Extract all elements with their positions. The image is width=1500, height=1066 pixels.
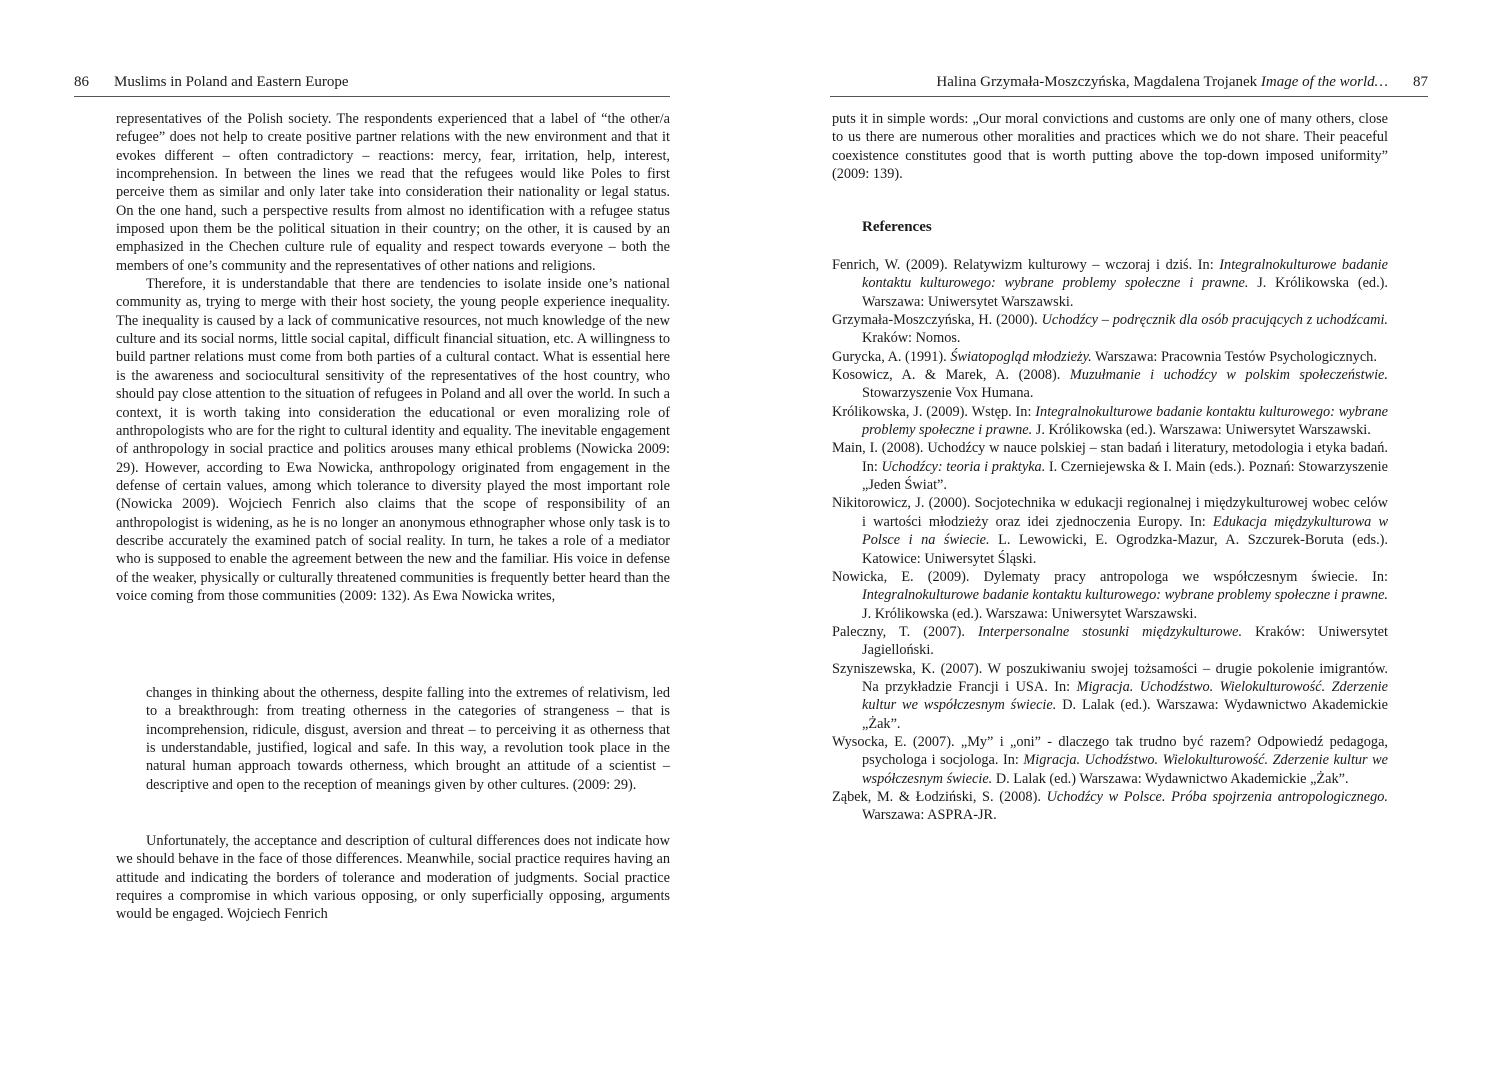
left-running-header: [74, 72, 670, 97]
reference-post: Stowarzyszenie Vox Humana.: [862, 385, 1034, 402]
reference-it: Uchodźcy – podręcznik dla osób pracujących z uchodźcami.: [1041, 312, 1389, 329]
reference-pre: Fenrich, W. (2009). Relatywizm kulturowy – wczoraj i dziś. In:: [832, 257, 1220, 273]
reference-pre: Królikowska, J. (2009). Wstęp. In:: [832, 403, 1036, 420]
reference-entry: [832, 366, 1388, 403]
reference-post: Kraków: Nomos.: [862, 330, 961, 347]
reference-it: Migracja. Uchodźstwo. Wielokulturowość. Zderzenie kultur we współczesnym świecie.: [862, 752, 1389, 787]
reference-entry: [832, 256, 1388, 311]
paragraph: Therefore, it is understandable that there are tendencies to isolate inside one’s national community as, trying to merge with their host society, the young people experience inequality. The inequality is caused by a lack of communicative resources, not much knowledge of the new culture and its social norms, little social capital, difficult financial situation, etc. A willingness to build partner relations must come from both parties of a cultural contact. What is essential here is the awareness and sociocultural sensitivity of the representatives of the host country, who should pay close attention to the situation of refugees in Poland and all over the world. In such a context, it is worth taking into consideration the educational or even moralizing role of anthropologists who are for the right to cultural identity and equality. The inevitable engagement of anthropology in social practice and politics arouses many ethical problems (Nowicka 2009: 29). However, according to Ewa Nowicka, anthropology originated from engagement in the defense of certain values, among which tolerance to diversity played the most important role (Nowicka 2009). Wojciech Fenrich also claims that the scope of responsibility of an anthropologist is widening, as he is no longer an anonymous ethnographer whose only task is to describe accurately the examined patch of social reality. In turn, he takes a role of a mediator who is supposed to enable the agreement between the new and the familiar. His voice in defense of the weaker, physically or culturally threatened communities is frequently better heard than the voice coming from those communities (2009: 132). As Ewa Nowicka writes,: [116, 276, 670, 604]
reference-pre: Grzymała-Moszczyńska, H. (2000).: [832, 312, 1042, 329]
right-page: [750, 0, 1500, 1066]
reference-post: D. Lalak (ed.). Warszawa: Wydawnictwo Akademickie „Żak”.: [862, 697, 1388, 732]
reference-it: Uchodźcy: teoria i praktyka.: [881, 458, 1046, 475]
reference-post: I. Czerniejewska & I. Main (eds.). Poznań: Stowarzyszenie „Jeden Świat”.: [862, 458, 1388, 494]
reference-entry: [832, 439, 1388, 494]
reference-entry: [832, 494, 1388, 567]
right-body-text: [832, 110, 1388, 183]
running-head-authors: Halina Grzymała-Moszczyńska, Magdalena Trojanek: [936, 74, 1258, 90]
reference-post: J. Królikowska (ed.). Warszawa: Uniwersytet Warszawski.: [1032, 422, 1371, 439]
reference-it: Edukacja międzykulturowa w Polsce i na świecie.: [862, 513, 1389, 549]
reference-post: Warszawa: Pracownia Testów Psychologicznych.: [1091, 348, 1377, 365]
reference-entry: [832, 788, 1388, 825]
reference-it: Migracja. Uchodźstwo. Wielokulturowość. Zderzenie kultur we współczesnym świecie.: [862, 678, 1388, 714]
left-body-text: [116, 110, 670, 605]
reference-pre: Gurycka, A. (1991).: [832, 348, 951, 365]
paragraph: puts it in simple words: „Our moral convictions and customs are only one of many others, close to us there are numerous other moralities and practices which we do not share. Their peaceful coexistence constitutes good that is worth putting above the top-down imposed uniformity” (2009: 139).: [832, 111, 1388, 183]
reference-pre: Kosowicz, A. & Marek, A. (2008).: [832, 367, 1070, 384]
left-body-text-continued: [116, 832, 670, 924]
reference-entry: [832, 623, 1388, 660]
reference-it: Muzułmanie i uchodźcy w polskim społeczeństwie.: [1069, 367, 1388, 384]
reference-it: Integralnokulturowe badanie kontaktu kulturowego: wybrane problemy społeczne i prawne.: [862, 403, 1388, 439]
reference-entry: [832, 348, 1388, 366]
reference-post: D. Lalak (ed.) Warszawa: Wydawnictwo Akademickie „Żak”.: [992, 770, 1349, 787]
reference-it: Integralnokulturowe badanie kontaktu kulturowego: wybrane problemy społeczne i prawne.: [862, 257, 1388, 292]
reference-entry: [832, 403, 1388, 440]
reference-entry: [832, 311, 1388, 348]
running-head-title: Image of the world…: [1260, 74, 1388, 90]
right-running-header: [830, 72, 1428, 97]
reference-pre: Paleczny, T. (2007).: [832, 623, 978, 640]
page-number: 86: [74, 74, 89, 90]
running-head: [936, 72, 1388, 92]
reference-it: Integralnokulturowe badanie kontaktu kulturowego: wybrane problemy społeczne i prawne.: [862, 587, 1388, 604]
reference-post: J. Królikowska (ed.). Warszawa: Uniwersytet Warszawski.: [862, 605, 1198, 622]
paragraph: representatives of the Polish society. The respondents experienced that a label of “the other/a refugee” does not help to create positive partner relations with the new environment and that it evokes different – often contradictory – reactions: mercy, fear, irritation, help, interest, incomprehension. In between the lines we read that the refugees would like Poles to first perceive them as similar and only later take into consideration their nationality or legal status. On the one hand, such a perspective results from almost no identification with a refugee status imposed upon them be the political situation in their country; on the other, it is caused by an emphasized in the Chechen culture rule of equality and respect towards everyone – both the members of one’s community and the representatives of other nations and religions.: [116, 111, 670, 274]
reference-it: Uchodźcy w Polsce. Próba spojrzenia antropologicznego.: [1046, 788, 1388, 805]
reference-pre: Nowicka, E. (2009). Dylematy pracy antropologa we współczesnym świecie. In:: [832, 568, 1388, 585]
reference-pre: Main, I. (2008). Uchodźcy w nauce polskiej – stan badań i literatury, metodologia i etyka badań. In:: [832, 440, 1388, 475]
reference-pre: Ząbek, M. & Łodziński, S. (2008).: [832, 788, 1047, 805]
references-list: [832, 256, 1388, 825]
reference-pre: Wysocka, E. (2007). „My” i „oni” - dlaczego tak trudno być razem? Odpowiedź pedagoga, psychologa i socjologa. In:: [832, 733, 1388, 769]
reference-it: Interpersonalne stosunki międzykulturowe.: [977, 623, 1243, 640]
reference-entry: [832, 733, 1388, 788]
running-title: Muslims in Poland and Eastern Europe: [114, 74, 349, 90]
paragraph: Unfortunately, the acceptance and description of cultural differences does not indicate how we should behave in the face of those differences. Meanwhile, social practice requires having an attitude and indicating the borders of tolerance and moderation of judgments. Social practice requires a compromise in which various opposing, or only superficially opposing, arguments would be engaged. Wojciech Fenrich: [116, 833, 670, 923]
reference-it: Światopogląd młodzieży.: [950, 348, 1092, 365]
reference-post: L. Lewowicki, E. Ogrodzka-Mazur, A. Szczurek-Boruta (eds.). Katowice: Uniwersytet Śląski.: [862, 532, 1389, 567]
references-heading: References: [862, 219, 932, 235]
reference-post: Warszawa: ASPRA-JR.: [862, 807, 997, 824]
page-number: 87: [1413, 74, 1428, 90]
reference-post: Kraków: Uniwersytet Jagielloński.: [862, 623, 1388, 659]
reference-entry: [832, 660, 1388, 733]
block-quote: changes in thinking about the otherness, despite falling into the extremes of relativism, led to a breakthrough: from treating otherness in the categories of strangeness – that is incomprehension, ridicule, disgust, aversion and threat – to perceiving it as otherness that is understandable, justified, logical and safe. In this way, a revolution took place in the natural human approach towards otherness, which brought an attitude of a scientist – descriptive and open to the reception of meanings given by other cultures. (2009: 29).: [146, 685, 670, 793]
reference-entry: [832, 568, 1388, 623]
reference-post: J. Królikowska (ed.). Warszawa: Uniwersytet Warszawski.: [862, 275, 1388, 310]
reference-pre: Szyniszewska, K. (2007). W poszukiwaniu swojej tożsamości – drugie pokolenie imigrantów. Na przykładzie Francji i USA. In:: [832, 660, 1388, 695]
reference-pre: Nikitorowicz, J. (2000). Socjotechnika w edukacji regionalnej i międzykulturowej wobec celów i wartości młodzieży oraz idei zjednoczenia Europy. In:: [832, 495, 1388, 530]
